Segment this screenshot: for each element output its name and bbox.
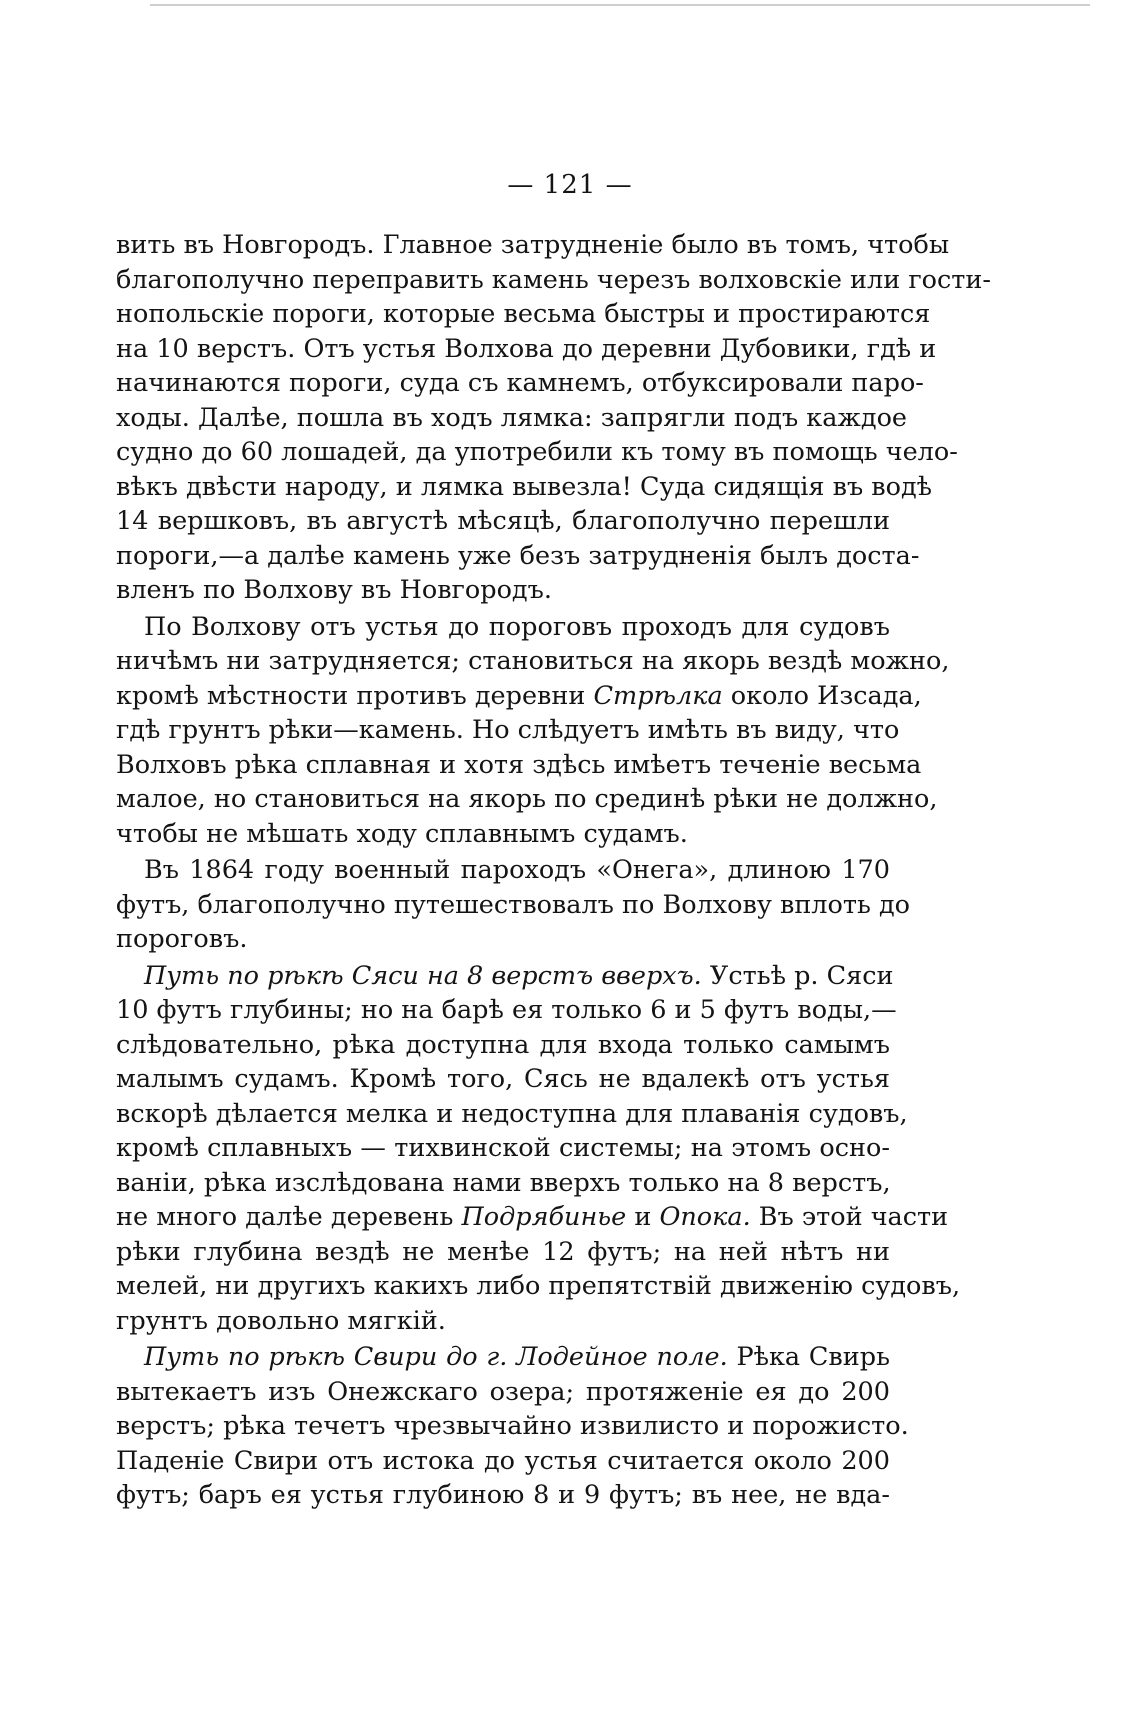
text-line: 10 футъ глубины; но на барѣ ея только 6 и 5 футъ воды,— [116,995,897,1025]
text-line: верстъ; рѣка течетъ чрезвычайно извилисто и порожисто. [116,1411,909,1441]
text-line: на 10 верстъ. Отъ устья Волхова до деревни Дубовики, гдѣ и [116,333,937,364]
paragraph-1 [116,228,992,608]
text-line: пороги,—а далѣе камень уже безъ затрудненія былъ доста- [116,540,920,571]
text-line: футъ; баръ ея устья глубиною 8 и 9 футъ; въ нее, не вда- [116,1480,890,1510]
text-line: По Волхову отъ устья до пороговъ проходъ для судовъ [144,611,890,642]
text-line [116,1340,890,1375]
text-line: слѣдовательно, рѣка доступна для входа только самымъ [116,1029,890,1060]
text-line: мелей, ни другихъ какихъ либо препятствій движенію судовъ, [116,1271,961,1301]
text-segment: Въ этой части [750,1202,949,1232]
body-text [116,228,992,1513]
paragraph-4 [116,959,961,1339]
text-segment: Рѣка Свирь [727,1342,890,1372]
text-segment: кромѣ мѣстности противъ деревни [116,680,594,711]
page-number: — 121 — [507,170,633,200]
text-line: вѣкъ двѣсти народу, и лямка вывезла! Суда сидящія въ водѣ [116,471,933,502]
text-segment: Устьѣ р. Сяси [701,960,894,991]
text-line: вытекаетъ изъ Онежскаго озера; протяженіе ея до 200 [116,1376,890,1407]
text-line: чтобы не мѣшать ходу сплавнымъ судамъ. [116,818,688,849]
top-rule [150,4,1090,6]
text-segment: около Изсада, [722,680,922,711]
text-segment: и [626,1202,660,1232]
text-line: гдѣ грунтъ рѣки—камень. Но слѣдуетъ имѣть въ виду, что [116,715,900,745]
text-line: благополучно переправить камень черезъ волховскіе или гости- [116,264,992,295]
text-line: нопольскіе пороги, которые весьма быстры и простираются [116,299,931,329]
italic-place-name: Опока. [659,1202,751,1232]
section-heading-svir: Путь по рѣкѣ Свири до г. Лодейное поле. [144,1342,728,1372]
text-line: грунтъ довольно мягкій. [116,1305,446,1336]
text-line: малымъ судамъ. Кромѣ того, Сясь не вдалекѣ отъ устья [116,1064,890,1094]
text-line: судно до 60 лошадей, да употребили къ тому въ помощь чело- [116,437,958,467]
text-line: вскорѣ дѣлается мелка и недоступна для плаванія судовъ, [116,1098,908,1129]
text-line: кромѣ сплавныхъ — тихвинской системы; на этомъ осно- [116,1133,890,1163]
text-line [116,959,894,994]
text-line: вить въ Новгородъ. Главное затрудненіе было въ томъ, чтобы [116,230,950,260]
text-line: Волховъ рѣка сплавная и хотя здѣсь имѣетъ теченіе весьма [116,749,922,780]
paragraph-5 [116,1340,909,1513]
text-line: ходы. Далѣе, пошла въ ходъ лямка: запрягли подъ каждое [116,402,908,433]
text-line: начинаются пороги, суда съ камнемъ, отбуксировали паро- [116,368,924,398]
text-line [116,679,922,714]
text-line: рѣки глубина вездѣ не менѣе 12 футъ; на ней нѣтъ ни [116,1236,890,1267]
paragraph-2 [116,610,950,852]
text-line: ваніи, рѣка изслѣдована нами вверхъ только на 8 верстъ, [116,1167,891,1198]
text-line: Паденіе Свири отъ истока до устья считается около 200 [116,1445,890,1476]
text-line: вленъ по Волхову въ Новгородъ. [116,575,552,605]
text-line: малое, но становиться на якорь по срединѣ рѣки не должно, [116,784,938,814]
text-line: 14 вершковъ, въ августѣ мѣсяцѣ, благополучно перешли [116,506,890,536]
italic-place-name: Стрѣлка [593,680,723,711]
text-line: футъ, благополучно путешествовалъ по Волхову вплоть до [116,889,911,920]
italic-place-name: Подрябинье [461,1202,627,1232]
section-heading-sjas: Путь по рѣкѣ Сяси на 8 верстъ вверхъ. [144,960,702,991]
text-line: ничѣмъ ни затрудняется; становиться на якорь вездѣ можно, [116,646,950,676]
text-line: пороговъ. [116,924,248,954]
paragraph-3 [116,853,911,957]
text-line [116,1200,949,1235]
text-segment: не много далѣе деревень [116,1202,462,1232]
text-line: Въ 1864 году военный пароходъ «Онега», длиною 170 [144,855,890,885]
